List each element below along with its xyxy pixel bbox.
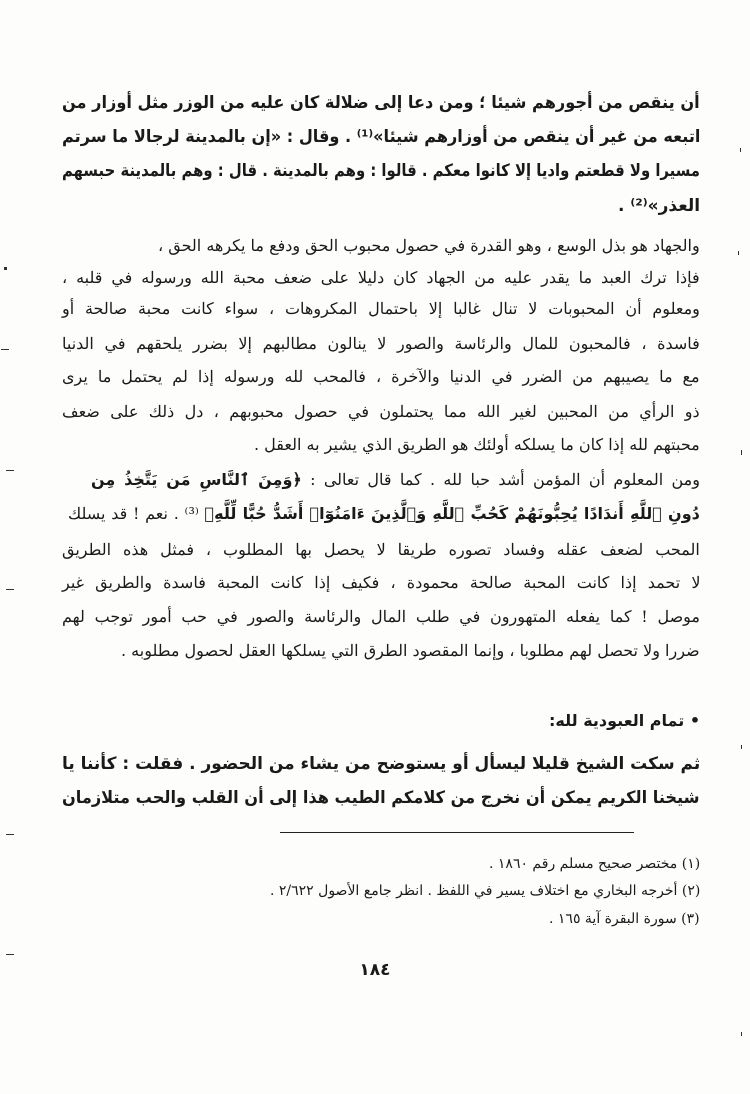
margin-mark [4, 267, 7, 270]
footnote-3: (٣) سورة البقرة آية ١٦٥ . [549, 911, 700, 927]
p3-line-5: موصل ! كما يفعله المتهورون في طلب المال والرئاسة والصور في حب أمور توجب لهم [62, 607, 701, 626]
quran-verse-part-2: دُونِ ٱللَّهِ أَندَادًا يُحِبُّونَهُمْ كَحُبِّ ٱللَّهِ وَٱلَّذِينَ ءَامَنُوٓا۟ أَشَدُّ حُبًّا لِّلَّهِ﴾ [204, 504, 700, 523]
p3-line-1 [91, 470, 700, 489]
margin-mark [1, 349, 9, 350]
p2-line-6: ذو الرأي من المحبين لغير الله مما يحتملون في حصول محبوبهم ، دل ذلك على ضعف [62, 402, 700, 421]
margin-mark [6, 954, 14, 955]
footnote-2: (٢) أخرجه البخاري مع اختلاف يسير في اللفظ . انظر جامع الأصول ٢/٦٢٢ . [270, 883, 701, 899]
p2-line-1: والجهاد هو بذل الوسع ، وهو القدرة في حصول محبوب الحق ودفع ما يكرهه الحق ، [158, 236, 700, 255]
footnote-separator [280, 832, 634, 833]
margin-mark [6, 589, 14, 590]
p3-line-3: المحب لضعف عقله وفساد تصوره طريقا لا يحصل بها المطلوب ، فمثل هذه الطريق [62, 540, 700, 559]
page-number: ١٨٤ [359, 960, 391, 980]
section-heading: • تمام العبودية لله: [549, 711, 701, 730]
p2-line-4: فاسدة ، فالمحبون للمال والرئاسة والصور لا ينالون مطالبهم إلا بضرر يلحقهم في الدنيا [62, 334, 700, 353]
p3-after-verse-text: ⁽³⁾ . نعم ! قد يسلك [68, 504, 199, 523]
p2-line-5: مع ما يصيبهم من الضرر في الدنيا والآخرة ، فالمحب لله ورسوله إذا لم يحتمل ما يرى [62, 367, 700, 386]
p3-intro-text: ومن المعلوم أن المؤمن أشد حبا لله . كما قال تعالى : [310, 470, 700, 489]
margin-mark [741, 1032, 742, 1036]
p4-line-1: ثم سكت الشيخ قليلا ليسأل أو يستوضح من يشاء من الحضور . فقلت : كأننا يا [62, 754, 701, 774]
p3-line-6: ضررا ولا تحصل لهم مطلوبا ، وإنما المقصود الطرق التي يسلكها العقل لحصول مطلوبه . [121, 641, 700, 660]
p1-line-4: العذر»⁽²⁾ . [618, 196, 701, 216]
margin-mark [6, 470, 14, 471]
p4-line-2: شيخنا الكريم يمكن أن نخرج من كلامكم الطيب هذا إلى أن القلب والحب متلازمان [61, 788, 700, 808]
footnote-1: (١) مختصر صحيح مسلم رقم ١٨٦٠ . [489, 856, 701, 872]
p3-line-4: لا تحمد إذا كانت المحبة صالحة محمودة ، فكيف إذا كانت المحبة فاسدة والطريق غير [62, 573, 701, 592]
p1-line-1: أن ينقص من أجورهم شيئا ؛ ومن دعا إلى ضلالة كان عليه من الوزر مثل أوزار من [61, 93, 700, 113]
p1-line-2: اتبعه من غير أن ينقص من أوزارهم شيئا»⁽¹⁾ . وقال : «إن بالمدينة لرجالا ما سرتم [62, 127, 701, 147]
p2-line-3: ومعلوم أن المحبوبات لا تنال غالبا إلا باحتمال المكروهات ، سواء كانت محبة صالحة أو [62, 299, 700, 318]
margin-mark [738, 251, 739, 255]
margin-mark [6, 834, 14, 835]
p2-line-2: فإذا ترك العبد ما يقدر عليه من الجهاد كان دليلا على ضعف محبة الله ورسوله في قلبه ، [62, 268, 700, 287]
quran-verse-part-1: ﴿وَمِنَ ٱلنَّاسِ مَن يَتَّخِذُ مِن [91, 470, 302, 489]
p1-line-3: مسيرا ولا قطعتم واديا إلا كانوا معكم . قالوا : وهم بالمدينة . قال : وهم بالمدينة حبسهم [61, 161, 700, 181]
p2-line-7: محبتهم لله إذا كان ما يسلكه أولئك هو الطريق الذي يشير به العقل . [254, 435, 700, 454]
p3-line-2 [68, 504, 700, 523]
margin-mark [741, 450, 742, 455]
margin-mark [740, 148, 741, 152]
margin-mark [741, 745, 742, 749]
